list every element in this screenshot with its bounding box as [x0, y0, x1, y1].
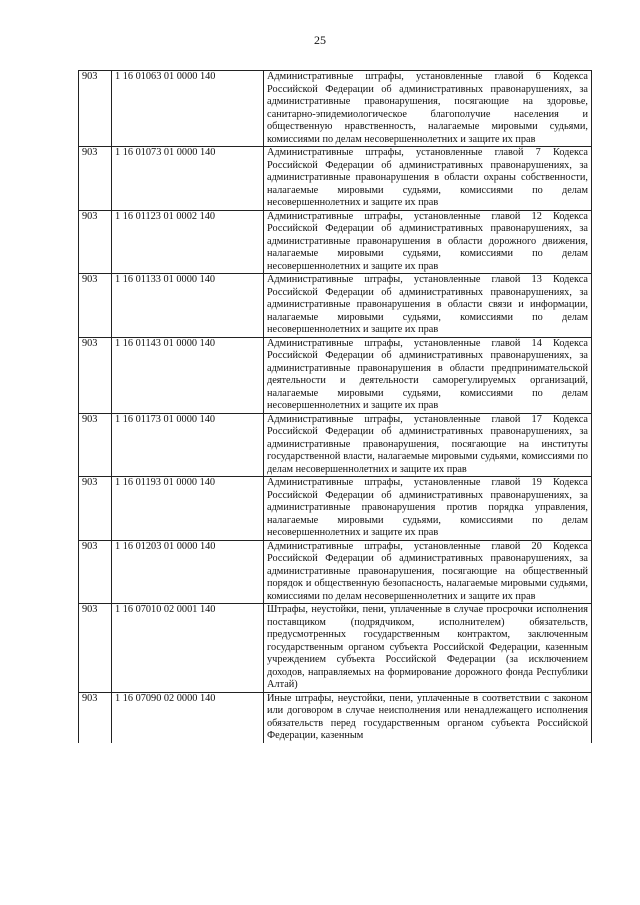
admin-code-cell: 903	[79, 147, 112, 211]
description-cell: Административные штрафы, установленные главой 7 Кодекса Российской Федерации об административных правонарушениях, за административные правонарушения в области охраны собственности, налагаемые мировыми судьями, комиссиями по делам несовершеннолетних и защите их прав	[264, 147, 592, 211]
table-row	[79, 413, 592, 477]
revenue-code-cell: 1 16 01063 01 0000 140	[112, 71, 264, 147]
admin-code-cell: 903	[79, 210, 112, 274]
table-row	[79, 337, 592, 413]
table-row	[79, 604, 592, 693]
revenue-code-cell: 1 16 07090 02 0000 140	[112, 692, 264, 743]
table-row	[79, 210, 592, 274]
admin-code-cell: 903	[79, 337, 112, 413]
table-row	[79, 477, 592, 541]
revenue-code-cell: 1 16 01203 01 0000 140	[112, 540, 264, 604]
description-cell: Административные штрафы, установленные главой 17 Кодекса Российской Федерации об административных правонарушениях, за административные правонарушения, посягающие на институты государственной власти, налагаемые мировыми судьями, комиссиями по делам несовершеннолетних и защите их прав	[264, 413, 592, 477]
revenue-code-cell: 1 16 07010 02 0001 140	[112, 604, 264, 693]
admin-code-cell: 903	[79, 604, 112, 693]
description-cell: Административные штрафы, установленные главой 20 Кодекса Российской Федерации об административных правонарушениях, за административные правонарушения, посягающие на общественный порядок и общественную безопасность, налагаемые мировыми судьями, комиссиями по делам несовершеннолетних и защите их прав	[264, 540, 592, 604]
admin-code-cell: 903	[79, 413, 112, 477]
admin-code-cell: 903	[79, 692, 112, 743]
admin-code-cell: 903	[79, 71, 112, 147]
revenue-code-table	[78, 70, 592, 743]
table-row	[79, 540, 592, 604]
admin-code-cell: 903	[79, 477, 112, 541]
table-row	[79, 147, 592, 211]
admin-code-cell: 903	[79, 274, 112, 338]
admin-code-cell: 903	[79, 540, 112, 604]
revenue-code-cell: 1 16 01133 01 0000 140	[112, 274, 264, 338]
revenue-code-cell: 1 16 01073 01 0000 140	[112, 147, 264, 211]
revenue-code-cell: 1 16 01193 01 0000 140	[112, 477, 264, 541]
revenue-code-cell: 1 16 01143 01 0000 140	[112, 337, 264, 413]
revenue-code-cell: 1 16 01123 01 0002 140	[112, 210, 264, 274]
description-cell: Иные штрафы, неустойки, пени, уплаченные в соответствии с законом или договором в случае неисполнения или ненадлежащего исполнения обязательств перед государственным органом субъекта Российской Федерации, казенным	[264, 692, 592, 743]
description-cell: Административные штрафы, установленные главой 14 Кодекса Российской Федерации об административных правонарушениях, за административные правонарушения в области предпринимательской деятельности и деятельности саморегулируемых организаций, налагаемые мировыми судьями, комиссиями по делам несовершеннолетних и защите их прав	[264, 337, 592, 413]
description-cell: Административные штрафы, установленные главой 13 Кодекса Российской Федерации об административных правонарушениях, за административные правонарушения в области связи и информации, налагаемые мировыми судьями, комиссиями по делам несовершеннолетних и защите их прав	[264, 274, 592, 338]
page-number: 25	[314, 33, 326, 47]
table-row	[79, 692, 592, 743]
description-cell: Административные штрафы, установленные главой 12 Кодекса Российской Федерации об административных правонарушениях, за административные правонарушения в области дорожного движения, налагаемые мировыми судьями, комиссиями по делам несовершеннолетних и защите их прав	[264, 210, 592, 274]
table-row	[79, 71, 592, 147]
description-cell: Административные штрафы, установленные главой 19 Кодекса Российской Федерации об административных правонарушениях, за административные правонарушения против порядка управления, налагаемые мировыми судьями, комиссиями по делам несовершеннолетних и защите их прав	[264, 477, 592, 541]
description-cell: Административные штрафы, установленные главой 6 Кодекса Российской Федерации об административных правонарушениях, за административные правонарушения, посягающие на здоровье, санитарно-эпидемиологическое благополучие населения и общественную нравственность, налагаемые мировыми судьями, комиссиями по делам несовершеннолетних и защите их прав	[264, 71, 592, 147]
description-cell: Штрафы, неустойки, пени, уплаченные в случае просрочки исполнения поставщиком (подрядчиком, исполнителем) обязательств, предусмотренных государственным контрактом, заключенным государственным органом субъекта Российской Федерации, казенным учреждением субъекта Российской Федерации (за исключением доходов, направляемых на формирование дорожного фонда Республики Алтай)	[264, 604, 592, 693]
table-row	[79, 274, 592, 338]
revenue-code-cell: 1 16 01173 01 0000 140	[112, 413, 264, 477]
